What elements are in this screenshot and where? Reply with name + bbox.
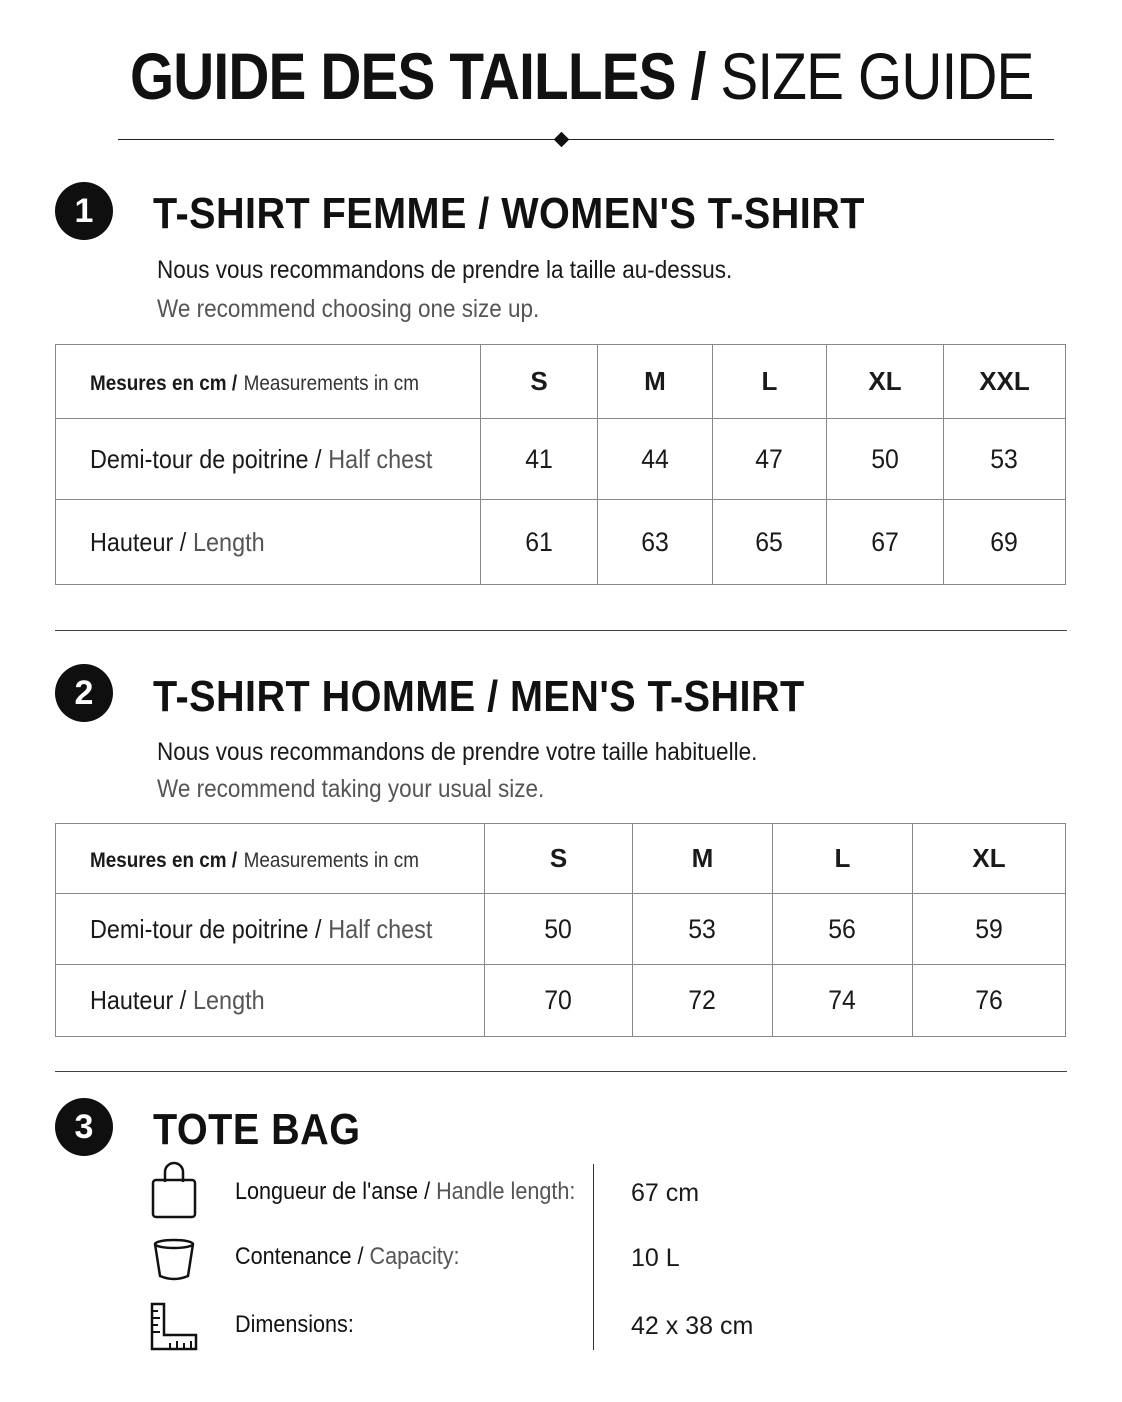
size-header: S (481, 345, 598, 419)
row-label-fr: Hauteur / (90, 526, 187, 557)
recommendation-en: We recommend choosing one size up. (157, 295, 540, 323)
header-divider (118, 139, 1054, 140)
section-number-badge: 2 (55, 664, 113, 722)
row-label (56, 965, 485, 1037)
measure-header-fr: Mesures en cm / (90, 372, 238, 395)
table-cell: 76 (913, 965, 1066, 1037)
section-number-badge: 1 (55, 182, 113, 240)
dimensions-label: Dimensions: (235, 1311, 354, 1338)
table-row (56, 965, 1066, 1037)
capacity-value: 10 L (631, 1244, 680, 1272)
page-title-bold: GUIDE DES TAILLES / (130, 39, 706, 113)
table-cell: 53 (633, 894, 773, 965)
table-cell: 56 (773, 894, 913, 965)
table-cell: 50 (485, 894, 633, 965)
table-cell: 69 (944, 500, 1066, 585)
size-header: M (633, 824, 773, 894)
row-label-fr: Hauteur / (90, 985, 187, 1015)
section-number-badge: 3 (55, 1098, 113, 1156)
table-header-row (56, 824, 1066, 894)
table-cell: 74 (773, 965, 913, 1037)
size-header: L (773, 824, 913, 894)
row-label (56, 500, 481, 585)
measure-header (56, 824, 485, 894)
table-row (56, 894, 1066, 965)
table-header-row (56, 345, 1066, 419)
row-label-en: Half chest (328, 913, 433, 944)
table-cell: 63 (598, 500, 713, 585)
row-label-en: Length (193, 985, 265, 1015)
table-cell: 67 (827, 500, 944, 585)
section-title-tote-bag: TOTE BAG (153, 1105, 361, 1154)
handle-length-label: Longueur de l'anse / Handle length: (235, 1178, 576, 1205)
measure-header-en: Measurements in cm (243, 372, 419, 395)
row-label-en: Length (193, 526, 265, 557)
handle-length-value: 67 cm (631, 1179, 700, 1207)
table-row (56, 500, 1066, 585)
tote-divider (593, 1164, 594, 1350)
row-label-fr: Demi-tour de poitrine / (90, 913, 322, 944)
ruler-square-icon (148, 1301, 200, 1353)
section-title-mens: T-SHIRT HOMME / MEN'S T-SHIRT (153, 672, 805, 721)
row-label (56, 894, 485, 965)
size-table-womens (55, 344, 1066, 585)
recommendation-fr: Nous vous recommandons de prendre la taille au-dessus. (157, 256, 733, 284)
dimensions-value: 42 x 38 cm (631, 1312, 754, 1340)
table-cell: 44 (598, 419, 713, 500)
table-cell: 61 (481, 500, 598, 585)
size-header: S (485, 824, 633, 894)
size-header: XXL (944, 345, 1066, 419)
divider-diamond-icon (554, 132, 570, 148)
table-row (56, 419, 1066, 500)
measure-header (56, 345, 481, 419)
page-title (130, 36, 1034, 116)
size-table-mens (55, 823, 1066, 1037)
recommendation-fr: Nous vous recommandons de prendre votre taille habituelle. (157, 738, 758, 766)
measure-header-fr: Mesures en cm / (90, 849, 238, 872)
row-label (56, 419, 481, 500)
capacity-label: Contenance / Capacity: (235, 1243, 460, 1270)
row-label-fr: Demi-tour de poitrine / (90, 443, 322, 474)
table-cell: 53 (944, 419, 1066, 500)
bucket-icon (150, 1236, 198, 1284)
page-title-light: SIZE GUIDE (720, 39, 1034, 113)
tote-bag-icon (148, 1160, 200, 1222)
table-cell: 65 (713, 500, 827, 585)
table-cell: 70 (485, 965, 633, 1037)
table-cell: 59 (913, 894, 1066, 965)
recommendation-en: We recommend taking your usual size. (157, 775, 545, 803)
row-label-en: Half chest (328, 443, 433, 474)
table-cell: 72 (633, 965, 773, 1037)
section-divider (55, 630, 1067, 631)
size-header: XL (913, 824, 1066, 894)
size-header: XL (827, 345, 944, 419)
table-cell: 41 (481, 419, 598, 500)
table-cell: 47 (713, 419, 827, 500)
size-header: L (713, 345, 827, 419)
size-header: M (598, 345, 713, 419)
section-title-womens: T-SHIRT FEMME / WOMEN'S T-SHIRT (153, 189, 865, 238)
section-divider (55, 1071, 1067, 1072)
measure-header-en: Measurements in cm (243, 849, 419, 872)
table-cell: 50 (827, 419, 944, 500)
